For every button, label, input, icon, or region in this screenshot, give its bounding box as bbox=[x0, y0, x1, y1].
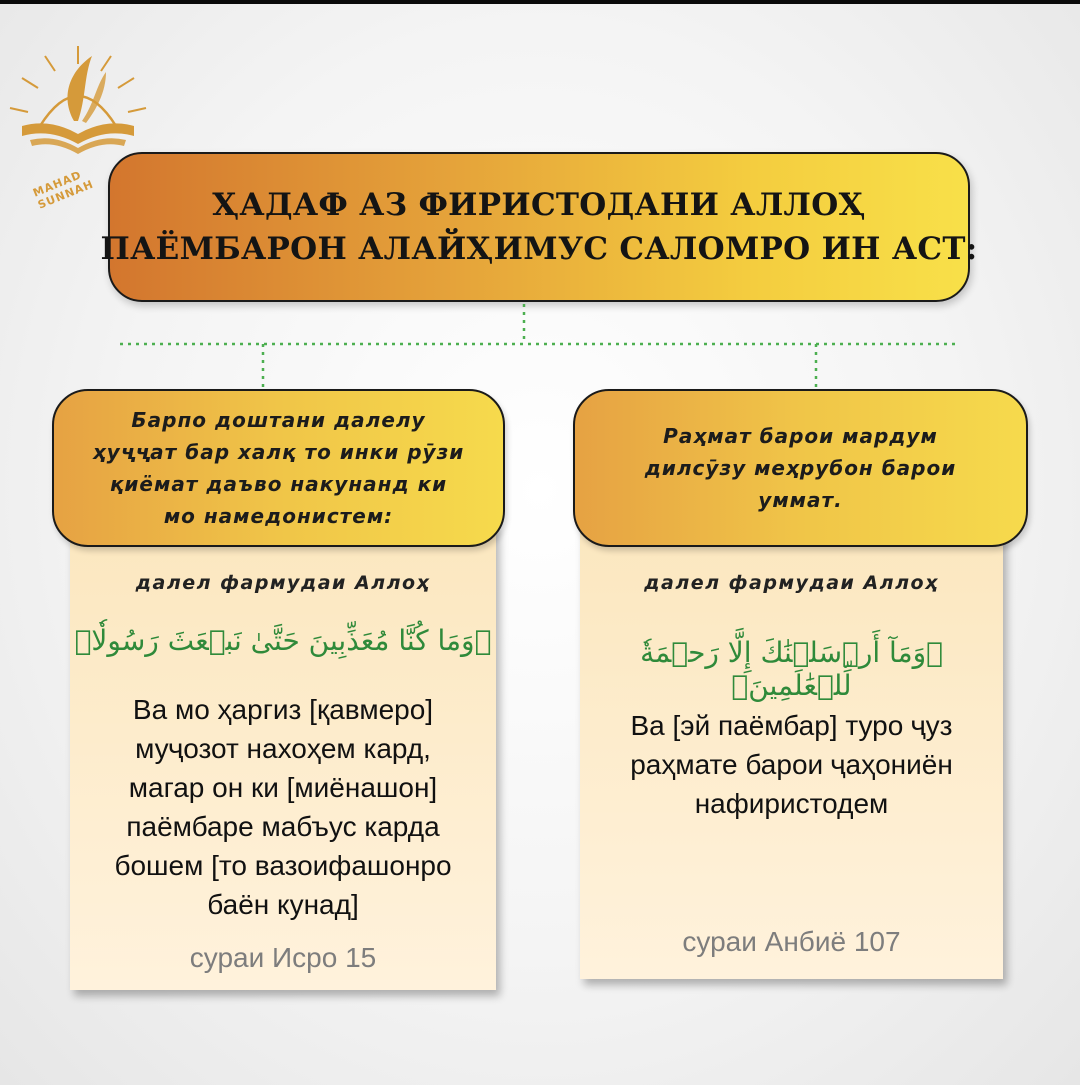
left-heading-pill bbox=[52, 389, 505, 547]
right-source: сураи Анбиё 107 bbox=[682, 926, 901, 957]
left-translation-line: баён кунад] bbox=[207, 889, 359, 920]
right-arabic-verse: ﴿وَمَآ أَرۡسَلۡنَٰكَ إِلَّا رَحۡمَةٗ لِّلۡعَٰلَمِينَ﴾ bbox=[640, 636, 943, 702]
title-line-2: ПАЁМБАРОН АЛАЙҲИМУС САЛОМРО ИН АСТ: bbox=[100, 231, 978, 267]
left-heading-line: қиёмат даъво накунанд ки bbox=[109, 472, 448, 496]
title-line-1: ҲАДАФ АЗ ФИРИСТОДАНИ АЛЛОҲ bbox=[212, 187, 866, 223]
logo-text: MAHAD SUNNAH bbox=[31, 168, 96, 212]
left-translation-line: бошем [то вазоифашонро bbox=[114, 850, 452, 881]
left-translation-line: магар он ки [миёнашон] bbox=[128, 772, 438, 803]
right-heading-pill bbox=[573, 389, 1028, 547]
right-heading-line: дилсӯзу меҳрубон барои bbox=[644, 456, 957, 480]
left-heading-line: ҳуҷҷат бар халқ то инки рӯзи bbox=[92, 440, 465, 464]
right-card bbox=[580, 524, 1003, 979]
main-title-box bbox=[100, 152, 978, 302]
left-heading-line: мо намедонистем: bbox=[163, 504, 394, 528]
left-translation-line: паёмбаре мабъус карда bbox=[126, 811, 440, 842]
infographic-canvas bbox=[0, 4, 1080, 1085]
left-translation-line: муҷозот нахоҳем кард, bbox=[135, 733, 431, 764]
right-proof-label: далел фармудаи Аллоҳ bbox=[644, 572, 939, 594]
left-proof-label: далел фармудаи Аллоҳ bbox=[135, 572, 431, 594]
right-translation-line: Ва [эй паёмбар] туро ҷуз bbox=[630, 710, 953, 741]
right-translation bbox=[580, 706, 1003, 823]
left-translation bbox=[70, 690, 496, 924]
right-heading-line: уммат. bbox=[758, 488, 843, 512]
right-translation-line: раҳмате барои ҷаҳониён bbox=[630, 749, 953, 780]
left-heading-line: Барпо доштани далелу bbox=[131, 408, 426, 432]
left-source: сураи Исро 15 bbox=[189, 942, 377, 973]
right-heading-line: Раҳмат барои мардум bbox=[663, 424, 938, 448]
left-card bbox=[70, 524, 496, 990]
right-translation-line: нафиристодем bbox=[694, 788, 889, 819]
left-arabic-verse: ﴿وَمَا كُنَّا مُعَذِّبِينَ حَتَّىٰ نَبۡعَثَ رَسُولٗا﴾ bbox=[74, 624, 492, 657]
left-translation-line: Ва мо ҳаргиз [қавмеро] bbox=[132, 694, 434, 725]
